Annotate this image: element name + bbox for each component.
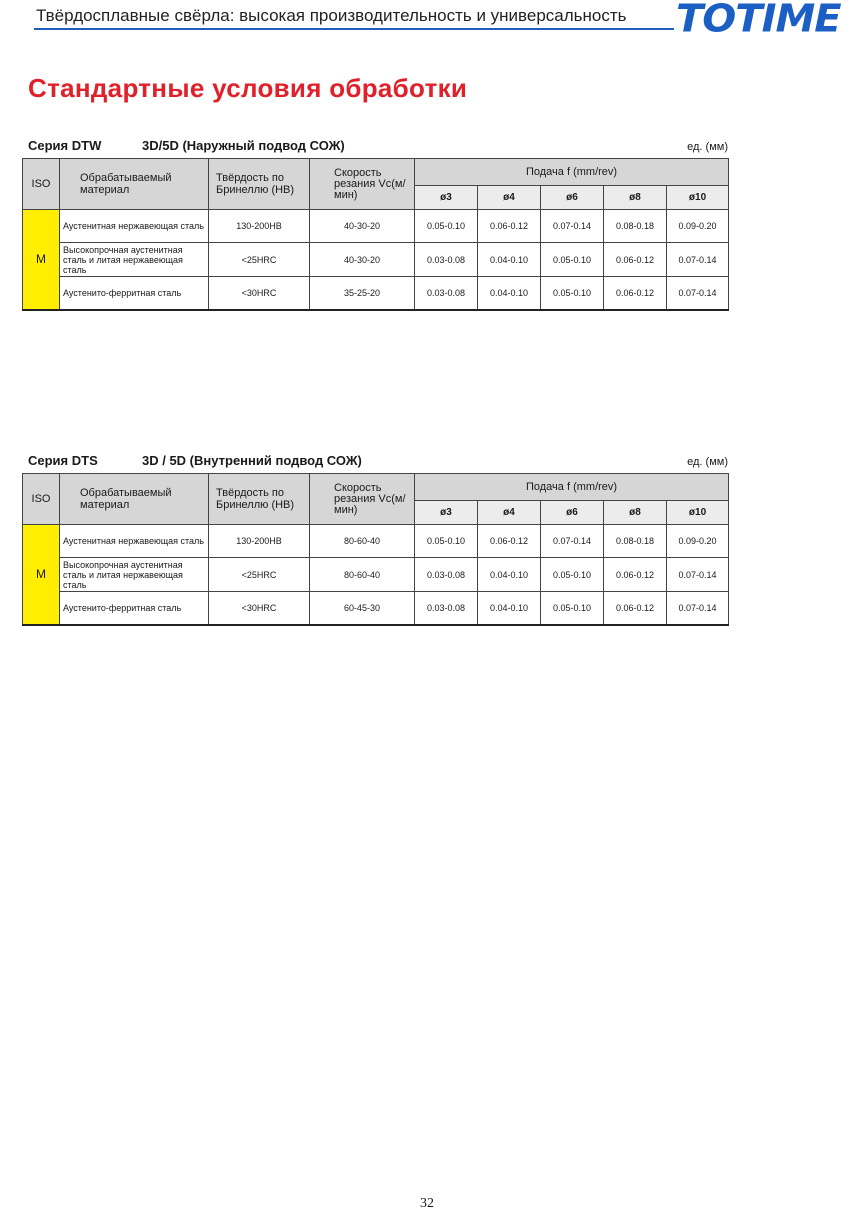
- feed-cell: 0.04-0.10: [478, 243, 541, 277]
- hardness-cell: <30HRC: [209, 277, 310, 310]
- brand-logo: TOTIME: [676, 0, 841, 41]
- table-row: [23, 243, 729, 277]
- feed-cell: 0.06-0.12: [478, 210, 541, 243]
- material-header: Обрабатываемый материал: [60, 474, 209, 525]
- header-title: Твёрдосплавные свёрла: высокая производительность и универсальность: [36, 6, 627, 25]
- header-rule: [34, 28, 674, 30]
- feed-cell: 0.05-0.10: [541, 558, 604, 592]
- diameter-header: ø6: [541, 501, 604, 525]
- material-cell: Аустенитная нержавеющая сталь: [60, 210, 209, 243]
- hardness-cell: <30HRC: [209, 592, 310, 625]
- iso-group-cell: M: [23, 210, 60, 310]
- header-row: [23, 159, 729, 186]
- feed-cell: 0.06-0.12: [478, 525, 541, 558]
- header-row: [23, 474, 729, 501]
- hardness-header: Твёрдость по Бринеллю (HB): [209, 159, 310, 210]
- speed-cell: 80-60-40: [310, 525, 415, 558]
- feed-cell: 0.06-0.12: [604, 277, 667, 310]
- feed-cell: 0.05-0.10: [415, 525, 478, 558]
- table-row: [23, 277, 729, 310]
- speed-header: Скорость резания Vc(м/мин): [310, 159, 415, 210]
- diameter-header: ø6: [541, 186, 604, 210]
- unit-label: ед. (мм): [687, 141, 728, 153]
- table-heading: [22, 136, 730, 158]
- iso-header: ISO: [23, 474, 60, 525]
- table-heading: [22, 451, 730, 473]
- iso-header: ISO: [23, 159, 60, 210]
- speed-cell: 80-60-40: [310, 558, 415, 592]
- table-section-dts: [22, 451, 730, 626]
- diameter-header: ø8: [604, 186, 667, 210]
- diameter-header: ø10: [667, 501, 729, 525]
- feed-cell: 0.03-0.08: [415, 592, 478, 625]
- diameter-header: ø8: [604, 501, 667, 525]
- diameter-header: ø3: [415, 501, 478, 525]
- material-cell: Аустенито-ферритная сталь: [60, 592, 209, 625]
- page-header: [0, 0, 854, 41]
- feed-cell: 0.09-0.20: [667, 210, 729, 243]
- feed-cell: 0.03-0.08: [415, 558, 478, 592]
- speed-cell: 35-25-20: [310, 277, 415, 310]
- cutting-conditions-table: [22, 158, 729, 311]
- material-cell: Высокопрочная аустенитная сталь и литая нержавеющая сталь: [60, 558, 209, 592]
- feed-cell: 0.04-0.10: [478, 558, 541, 592]
- feed-cell: 0.06-0.12: [604, 243, 667, 277]
- speed-header: Скорость резания Vc(м/мин): [310, 474, 415, 525]
- material-header: Обрабатываемый материал: [60, 159, 209, 210]
- diameter-header: ø4: [478, 501, 541, 525]
- table-row: [23, 558, 729, 592]
- feed-cell: 0.04-0.10: [478, 277, 541, 310]
- feed-cell: 0.05-0.10: [541, 277, 604, 310]
- series-name: Серия DTS: [28, 453, 98, 468]
- cutting-conditions-table: [22, 473, 729, 626]
- coolant-mode: 3D / 5D (Внутренний подвод СОЖ): [142, 453, 362, 468]
- table-row: [23, 525, 729, 558]
- unit-label: ед. (мм): [687, 456, 728, 468]
- series-name: Серия DTW: [28, 138, 102, 153]
- feed-header: Подача f (mm/rev): [415, 474, 729, 501]
- feed-cell: 0.07-0.14: [541, 525, 604, 558]
- feed-cell: 0.04-0.10: [478, 592, 541, 625]
- page-title: Стандартные условия обработки: [28, 73, 468, 103]
- feed-cell: 0.03-0.08: [415, 243, 478, 277]
- speed-cell: 40-30-20: [310, 243, 415, 277]
- material-cell: Аустенито-ферритная сталь: [60, 277, 209, 310]
- feed-cell: 0.07-0.14: [667, 243, 729, 277]
- hardness-cell: <25HRC: [209, 243, 310, 277]
- feed-cell: 0.07-0.14: [667, 592, 729, 625]
- table-row: [23, 592, 729, 625]
- feed-cell: 0.05-0.10: [415, 210, 478, 243]
- speed-cell: 40-30-20: [310, 210, 415, 243]
- hardness-header: Твёрдость по Бринеллю (HB): [209, 474, 310, 525]
- coolant-mode: 3D/5D (Наружный подвод СОЖ): [142, 138, 345, 153]
- feed-cell: 0.05-0.10: [541, 592, 604, 625]
- iso-group-cell: M: [23, 525, 60, 625]
- hardness-cell: 130-200HB: [209, 525, 310, 558]
- feed-cell: 0.08-0.18: [604, 525, 667, 558]
- feed-cell: 0.07-0.14: [667, 277, 729, 310]
- table-row: [23, 210, 729, 243]
- diameter-header: ø10: [667, 186, 729, 210]
- feed-cell: 0.06-0.12: [604, 558, 667, 592]
- speed-cell: 60-45-30: [310, 592, 415, 625]
- table-section-dtw: [22, 136, 730, 311]
- feed-cell: 0.05-0.10: [541, 243, 604, 277]
- feed-cell: 0.09-0.20: [667, 525, 729, 558]
- diameter-header: ø3: [415, 186, 478, 210]
- page-number: 32: [420, 1196, 434, 1211]
- material-cell: Высокопрочная аустенитная сталь и литая нержавеющая сталь: [60, 243, 209, 277]
- diameter-header: ø4: [478, 186, 541, 210]
- feed-cell: 0.07-0.14: [667, 558, 729, 592]
- material-cell: Аустенитная нержавеющая сталь: [60, 525, 209, 558]
- feed-header: Подача f (mm/rev): [415, 159, 729, 186]
- feed-cell: 0.06-0.12: [604, 592, 667, 625]
- feed-cell: 0.07-0.14: [541, 210, 604, 243]
- feed-cell: 0.03-0.08: [415, 277, 478, 310]
- hardness-cell: 130-200HB: [209, 210, 310, 243]
- hardness-cell: <25HRC: [209, 558, 310, 592]
- feed-cell: 0.08-0.18: [604, 210, 667, 243]
